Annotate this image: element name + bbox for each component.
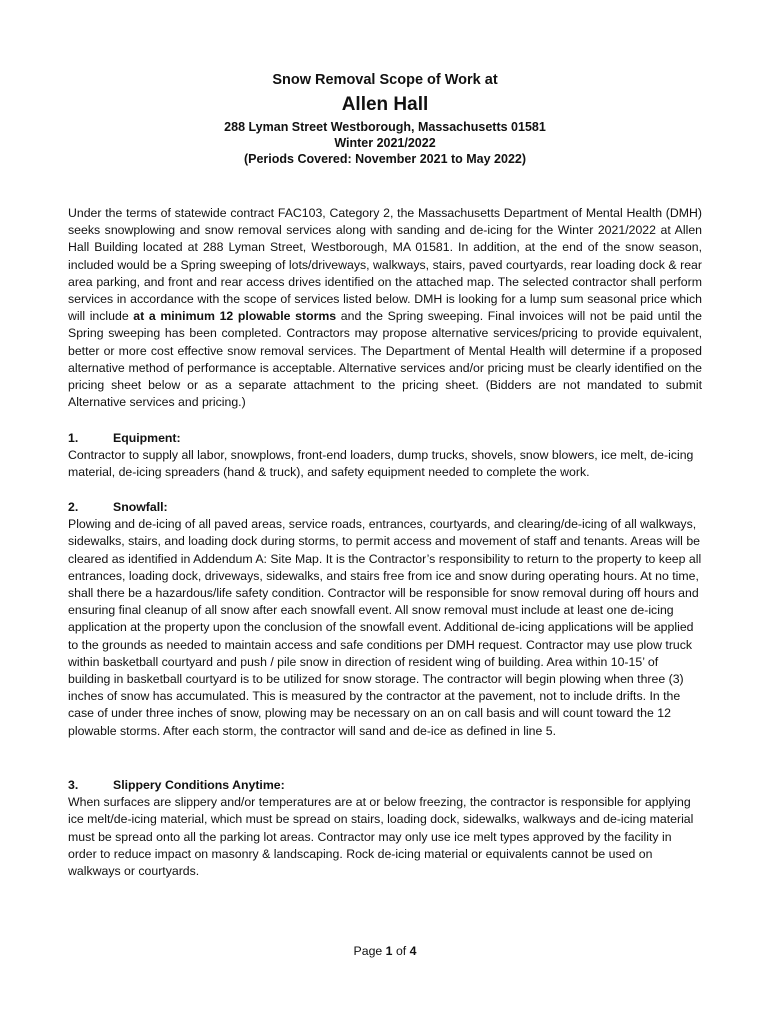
section-body: When surfaces are slippery and/or temperatures are at or below freezing, the contractor is responsible for applying ice melt/de-icing material, which must be spread on stairs, loading dock, sidewalks, walkways and de-icing material must be spread onto all the parking lot areas. Contractor may only use ice melt types approved by the facility in order to reduce impact on masonry & landscaping. Rock de-icing material or equivalents cannot be used on walkways or courtyards. bbox=[68, 795, 694, 878]
section-body: Contractor to supply all labor, snowplows, front-end loaders, dump trucks, shovels, snow blowers, ice melt, de-icing material, de-icing spreaders (hand & truck), and safety equipment needed to complete the work. bbox=[68, 448, 694, 480]
total-pages-number: 4 bbox=[409, 944, 417, 958]
document-heading-line: Snow Removal Scope of Work at bbox=[272, 72, 498, 88]
page-number-footer bbox=[0, 944, 770, 958]
section-snowfall bbox=[68, 499, 702, 740]
section-title: Snowfall: bbox=[113, 500, 168, 514]
current-page-number: 1 bbox=[385, 944, 393, 958]
period-line: (Periods Covered: November 2021 to May 2022) bbox=[243, 152, 527, 166]
section-number: 2. bbox=[68, 500, 79, 514]
document-title: Allen Hall bbox=[341, 94, 429, 115]
section-number: 3. bbox=[68, 778, 79, 792]
intro-bold-text: at a minimum 12 plowable storms bbox=[133, 309, 337, 324]
section-equipment bbox=[68, 430, 702, 482]
of-label: of bbox=[395, 944, 407, 958]
intro-paragraph bbox=[68, 205, 702, 411]
page-label: Page bbox=[353, 944, 383, 958]
section-title: Equipment: bbox=[113, 431, 181, 445]
intro-text-part2: and the Spring sweeping. Final invoices will not be paid until the Spring sweeping has been completed. Contractors may propose alternative services/pricing to provide equivalent, better or more cost effective snow removal services. The Department of Mental Health will determine if a proposed alternative method of performance is acceptable. Alternative services and/or pricing must be clearly identified on the pricing sheet below or as a separate attachment to the pricing sheet. (Bidders are not mandated to submit Alternative services and pricing.) bbox=[68, 309, 702, 410]
address-line: 288 Lyman Street Westborough, Massachusetts 01581 bbox=[224, 120, 546, 134]
section-heading bbox=[68, 430, 702, 447]
section-heading bbox=[68, 499, 702, 516]
section-slippery-conditions bbox=[68, 777, 702, 880]
season-line: Winter 2021/2022 bbox=[334, 136, 436, 150]
intro-text-part1: Under the terms of statewide contract FAC103, Category 2, the Massachusetts Department of Mental Health (DMH) seeks snowplowing and snow removal services along with sanding and de-icing for the Winter 2021/2022 at Allen Hall Building located at 288 Lyman Street, Westborough, MA 01581. In addition, at the end of the snow season, included would be a Spring sweeping of lots/driveways, walkways, stairs, paved courtyards, rear loading dock & rear area parking, and front and rear access drives identified on the attached map. The selected contractor shall perform services in accordance with the scope of services listed below. DMH is looking for a lump sum seasonal price which will include bbox=[68, 206, 702, 324]
section-number: 1. bbox=[68, 431, 79, 445]
section-body: Plowing and de-icing of all paved areas, service roads, entrances, courtyards, and clearing/de-icing of all walkways, sidewalks, stairs, and loading dock during storms, to permit access and movement of staff and tenants. Areas will be cleared as identified in Addendum A: Site Map. It is the Contractor’s responsibility to return to the property to keep all entrances, loading dock, driveways, sidewalks, and stairs free from ice and snow during operating hours. At no time, shall there be a hazardous/life safety condition. Contractor will be responsible for snow removal during off hours and ensuring final cleanup of all snow after each snowfall event. All snow removal must include at least one de-icing application at the property upon the conclusion of the snowfall event. Additional de-icing applications will be applied to the grounds as needed to maintain access and safe conditions per DMH request. Contractor may use plow truck within basketball courtyard and push / pile snow in direction of resident wing of building. Area within 10-15’ of building in basketball courtyard is to be utilized for snow storage. The contractor will begin plowing when three (3) inches of snow has accumulated. This is measured by the contractor at the pavement, not to include drifts. In the case of under three inches of snow, plowing may be necessary on an on call basis and will count toward the 12 plowable storms. After each storm, the contractor will sand and de-ice as defined in line 5. bbox=[68, 517, 702, 738]
section-heading bbox=[68, 777, 702, 794]
section-title: Slippery Conditions Anytime: bbox=[113, 778, 285, 792]
